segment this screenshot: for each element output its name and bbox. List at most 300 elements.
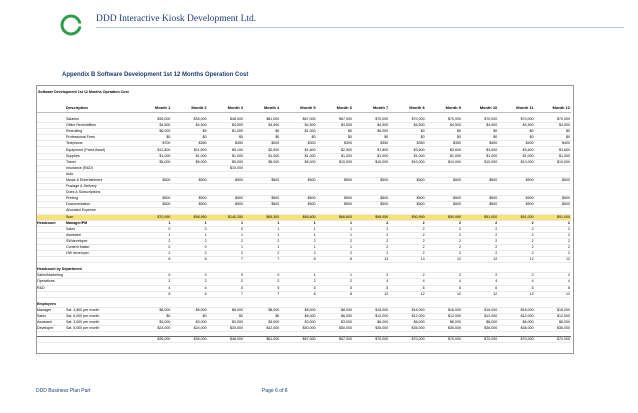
table-cell: $350 — [171, 141, 207, 147]
table-cell: 0 — [171, 244, 207, 250]
row-label: Sal: 3,000 per month — [65, 320, 135, 326]
table-cell: $10,000 — [208, 165, 244, 171]
table-cell: 4 — [171, 285, 207, 291]
table-cell: 6 — [498, 285, 534, 291]
table-cell: $3,000 — [208, 320, 244, 326]
table-cell: $2,500 — [244, 147, 280, 153]
table-cell: 12 — [462, 257, 498, 263]
table-cell: $500 — [244, 202, 280, 208]
table-cell: 4 — [498, 279, 534, 285]
row-label: Sal: 4,800 per month — [65, 307, 135, 313]
table-cell: $70,000 — [498, 117, 534, 123]
column-header-description: Description — [65, 103, 135, 113]
table-cell: $500 — [280, 177, 316, 183]
table-cell: $67,000 — [317, 337, 353, 343]
table-cell: $2,500 — [317, 147, 353, 153]
table-cell: $91,000 — [498, 214, 534, 220]
table-cell: $1,600 — [280, 147, 316, 153]
row-section-cell: Sales/Marketing — [37, 273, 65, 279]
table-cell: 4 — [353, 279, 389, 285]
table-cell: 2 — [244, 279, 280, 285]
table-cell: $1,000 — [280, 129, 316, 135]
header-blank — [37, 103, 65, 113]
table-cell: $5,000 — [280, 159, 316, 165]
table-cell: $4,500 — [353, 123, 389, 129]
table-cell: 1 — [317, 226, 353, 232]
table-cell: $500 — [389, 202, 425, 208]
table-cell: $1,000 — [317, 153, 353, 159]
table-cell: $0 — [389, 129, 425, 135]
table-cell: $24,000 — [171, 326, 207, 332]
table-cell: $350 — [426, 141, 462, 147]
table-cell: 2 — [244, 251, 280, 257]
table-cell: $500 — [208, 196, 244, 202]
table-cell: $10,000 — [535, 159, 571, 165]
table-cell: 6 — [535, 285, 571, 291]
table-cell: 0 — [208, 226, 244, 232]
column-header-month: Month 8 — [389, 103, 425, 113]
table-cell: 1 — [317, 273, 353, 279]
table-cell: 2 — [353, 232, 389, 238]
table-cell: 2 — [280, 238, 316, 244]
table-cell: 12 — [535, 257, 571, 263]
table-cell: $500 — [317, 177, 353, 183]
table-cell: $16,000 — [535, 307, 571, 313]
table-cell: $500 — [135, 177, 171, 183]
table-cell: $0 — [208, 135, 244, 141]
table-cell: $500 — [171, 202, 207, 208]
table-cell: $90,990 — [389, 214, 425, 220]
table-cell: 2 — [353, 244, 389, 250]
column-header-month: Month 12 — [535, 103, 571, 113]
table-cell: 2 — [535, 273, 571, 279]
table-cell: $1,000 — [135, 153, 171, 159]
table-cell: 2 — [208, 238, 244, 244]
table-cell: $0 — [498, 129, 534, 135]
table-cell: $8,000 — [280, 307, 316, 313]
table-cell: $300 — [280, 141, 316, 147]
table-cell: $8,000 — [135, 307, 171, 313]
row-label — [65, 337, 135, 343]
table-cell: $6,000 — [498, 320, 534, 326]
table-cell: $11,800 — [171, 147, 207, 153]
table-cell: $500 — [389, 177, 425, 183]
row-section-cell: R&D — [37, 285, 65, 291]
table-cell: $48,000 — [208, 117, 244, 123]
row-section-cell: Operations — [37, 279, 65, 285]
table-cell: 1 — [244, 232, 280, 238]
table-cell: $6,000 — [426, 320, 462, 326]
table-cell: $70,000 — [426, 117, 462, 123]
table-cell: $500 — [462, 202, 498, 208]
table-cell: $12,000 — [498, 313, 534, 319]
table-cell: $6,000 — [317, 313, 353, 319]
table-cell: $500 — [171, 196, 207, 202]
row-label: Salaries — [65, 117, 135, 123]
table-cell: $0 — [244, 313, 280, 319]
table-cell: $67,000 — [280, 117, 316, 123]
table-cell: 2 — [353, 220, 389, 226]
table-cell: $500 — [135, 196, 171, 202]
column-header-month: Month 10 — [462, 103, 498, 113]
table-cell: 2 — [353, 238, 389, 244]
row-section-cell — [37, 337, 65, 343]
table-cell: $1,000 — [353, 153, 389, 159]
table-cell: 6 — [135, 257, 171, 263]
table-cell: $5,000 — [244, 159, 280, 165]
table-cell: $70,000 — [389, 117, 425, 123]
table-cell: $35,000 — [171, 117, 207, 123]
table-cell: 2 — [353, 226, 389, 232]
table-cell: 12 — [426, 257, 462, 263]
table-cell: $12,800 — [135, 147, 171, 153]
table-cell: $1,000 — [171, 153, 207, 159]
table-cell: 1 — [317, 244, 353, 250]
column-header-month: Month 2 — [171, 103, 207, 113]
company-logo — [60, 14, 82, 36]
table-cell: 6 — [426, 285, 462, 291]
table-cell: $500 — [426, 202, 462, 208]
table-cell: $4,500 — [280, 123, 316, 129]
table-cell: $3,000 — [317, 320, 353, 326]
table-cell: $4,500 — [171, 123, 207, 129]
table-cell: $90,990 — [426, 214, 462, 220]
footer-doc-title: DDD Business Plan Part — [36, 388, 91, 394]
table-cell: 2 — [535, 232, 571, 238]
table-cell: $0 — [317, 129, 353, 135]
row-label: Sales — [65, 226, 135, 232]
table-cell: $4,500 — [535, 123, 571, 129]
row-label: Auto — [65, 171, 135, 177]
table-cell: 2 — [426, 244, 462, 250]
column-header-month: Month 1 — [135, 103, 171, 113]
table-cell: $500 — [535, 202, 571, 208]
table-cell: $0 — [171, 129, 207, 135]
table-cell: 2 — [389, 273, 425, 279]
row-label: Equipment (Fixed Asset) — [65, 147, 135, 153]
table-cell: 4 — [535, 279, 571, 285]
table-cell: 2 — [462, 232, 498, 238]
table-cell: $500 — [498, 202, 534, 208]
table-cell: $0 — [171, 135, 207, 141]
table-cell: $67,000 — [280, 337, 316, 343]
table-cell: $16,000 — [353, 307, 389, 313]
table-cell: 5 — [317, 285, 353, 291]
table-cell: 12 — [535, 291, 571, 297]
table-cell: $1,000 — [498, 153, 534, 159]
table-cell: 0 — [244, 273, 280, 279]
table-cell: 0 — [135, 244, 171, 250]
table-cell: $500 — [317, 196, 353, 202]
table-cell: 0 — [171, 226, 207, 232]
table-cell: $500 — [280, 196, 316, 202]
table-cell: $350 — [353, 141, 389, 147]
table-cell: 2 — [317, 251, 353, 257]
table-cell: 13 — [389, 257, 425, 263]
table-cell: 1 — [244, 220, 280, 226]
table-cell: 1 — [208, 232, 244, 238]
table-cell: 2 — [426, 226, 462, 232]
table-cell: $66,600 — [317, 214, 353, 220]
table-cell: $300 — [317, 141, 353, 147]
row-label: Office Rent/utilities — [65, 123, 135, 129]
table-cell: $1,000 — [462, 153, 498, 159]
table-cell: $70,000 — [389, 337, 425, 343]
row-section-cell: Headcount — [37, 220, 65, 226]
table-cell: 2 — [389, 238, 425, 244]
table-cell: $70,000 — [535, 117, 571, 123]
table-cell: 2 — [462, 220, 498, 226]
table-cell: 2 — [208, 279, 244, 285]
table-cell: 4 — [135, 285, 171, 291]
table-cell: 4 — [462, 279, 498, 285]
table-cell: 2 — [171, 238, 207, 244]
table-cell: $70,000 — [535, 337, 571, 343]
table-cell: $400 — [498, 141, 534, 147]
table-cell: 2 — [498, 251, 534, 257]
row-label: Allocated Expense — [65, 208, 135, 214]
table-cell: $500 — [462, 196, 498, 202]
table-cell: 12 — [426, 291, 462, 297]
table-cell: $12,000 — [353, 313, 389, 319]
table-cell: 1 — [317, 232, 353, 238]
row-label: Travel — [65, 159, 135, 165]
table-cell: $1,000 — [535, 153, 571, 159]
table-cell: $67,000 — [317, 117, 353, 123]
row-section-cell: Assistant — [37, 320, 65, 326]
table-cell: $6,000 — [535, 320, 571, 326]
table-cell: $48,000 — [208, 337, 244, 343]
table-cell: $3,000 — [171, 320, 207, 326]
table-cell: 12 — [498, 291, 534, 297]
table-cell: 8 — [317, 257, 353, 263]
table-cell: 5 — [280, 285, 316, 291]
table-cell: 1 — [317, 220, 353, 226]
cost-table — [37, 103, 571, 343]
table-cell: 0 — [135, 273, 171, 279]
table-cell: $400 — [462, 141, 498, 147]
table-cell: 2 — [535, 251, 571, 257]
table-cell: $500 — [208, 202, 244, 208]
table-cell: 2 — [317, 279, 353, 285]
table-cell: $200 — [244, 141, 280, 147]
table-cell: $1,000 — [280, 153, 316, 159]
row-label: Professional Fees — [65, 135, 135, 141]
table-cell: $24,000 — [135, 326, 171, 332]
table-cell: $7,800 — [353, 147, 389, 153]
table-cell: 4 — [426, 279, 462, 285]
table-cell: 1 — [208, 220, 244, 226]
table-cell: $3,000 — [244, 320, 280, 326]
table-cell: 2 — [498, 238, 534, 244]
table-cell: 1 — [280, 244, 316, 250]
table-cell: 7 — [244, 291, 280, 297]
table-cell: $350 — [389, 141, 425, 147]
row-section-cell: Developer — [37, 326, 65, 332]
table-cell: 13 — [353, 257, 389, 263]
table-cell: $10,000 — [317, 159, 353, 165]
column-header-month: Month 7 — [353, 103, 389, 113]
table-cell: $10,000 — [498, 159, 534, 165]
table-cell: $4,500 — [208, 123, 244, 129]
employees-total-row — [37, 337, 571, 343]
table-cell: $0 — [244, 129, 280, 135]
row-label: Supplies — [65, 153, 135, 159]
table-cell: $16,000 — [462, 307, 498, 313]
table-cell: $3,600 — [535, 147, 571, 153]
table-cell: $500 — [244, 177, 280, 183]
table-cell: $0 — [280, 135, 316, 141]
table-cell: $36,000 — [462, 326, 498, 332]
table-cell: $16,000 — [389, 307, 425, 313]
table-cell: 12 — [498, 257, 534, 263]
table-cell: 2 — [244, 238, 280, 244]
column-header-month: Month 3 — [208, 103, 244, 113]
table-cell: $0 — [535, 135, 571, 141]
table-cell: 2 — [353, 251, 389, 257]
table-cell: $500 — [244, 196, 280, 202]
header-divider — [96, 27, 624, 28]
section-title: Headcount by Department — [37, 267, 82, 272]
table-cell: $500 — [498, 196, 534, 202]
table-cell: 2 — [498, 226, 534, 232]
row-label: Telephone — [65, 141, 135, 147]
table-cell: 2 — [535, 238, 571, 244]
table-cell: 2 — [135, 251, 171, 257]
column-header-month: Month 9 — [426, 103, 462, 113]
table-cell: $30,000 — [208, 326, 244, 332]
table-cell: $4,500 — [462, 123, 498, 129]
table-cell: 6 — [353, 285, 389, 291]
table-cell: 2 — [389, 232, 425, 238]
table-cell: 8 — [280, 257, 316, 263]
section-title: Employees — [37, 302, 65, 308]
table-cell: 12 — [462, 291, 498, 297]
table-cell: $6,000 — [353, 129, 389, 135]
table-cell: $35,000 — [171, 337, 207, 343]
table-cell: 2 — [426, 251, 462, 257]
column-header-month: Month 4 — [244, 103, 280, 113]
row-label: Dues & Subscriptions — [65, 190, 135, 196]
row-label: Sum — [65, 214, 135, 220]
table-cell: $1,000 — [426, 153, 462, 159]
table-cell: 2 — [389, 220, 425, 226]
table-cell: 2 — [171, 279, 207, 285]
table-cell: $8,000 — [171, 307, 207, 313]
table-cell: $5,000 — [135, 159, 171, 165]
table-cell: 6 — [389, 285, 425, 291]
table-cell: $0 — [317, 135, 353, 141]
table-cell: $10,000 — [426, 159, 462, 165]
column-header-month: Month 5 — [280, 103, 316, 113]
table-cell: $3,600 — [498, 147, 534, 153]
table-cell: 2 — [280, 279, 316, 285]
table-cell: $10,000 — [353, 159, 389, 165]
table-cell: 5 — [244, 285, 280, 291]
table-cell: $3,600 — [426, 147, 462, 153]
table-cell: $500 — [135, 202, 171, 208]
table-cell: $4,500 — [498, 123, 534, 129]
table-cell: $70,990 — [135, 214, 171, 220]
table-cell: $6,000 — [135, 129, 171, 135]
table-cell: 7 — [208, 257, 244, 263]
table-cell: 12 — [353, 291, 389, 297]
table-cell: 1 — [244, 226, 280, 232]
table-cell: $1,000 — [389, 153, 425, 159]
table-cell: $70,000 — [353, 337, 389, 343]
table-cell: 2 — [462, 226, 498, 232]
row-label: HW developer — [65, 251, 135, 257]
table-cell: $61,000 — [244, 117, 280, 123]
table-cell: 2 — [389, 226, 425, 232]
table-cell: 2 — [498, 220, 534, 226]
table-cell: 2 — [171, 251, 207, 257]
table-cell: $500 — [426, 196, 462, 202]
table-cell: $6,000 — [280, 313, 316, 319]
row-label: Manager/PM — [65, 220, 135, 226]
table-cell: $500 — [426, 177, 462, 183]
table-cell: $0 — [462, 135, 498, 141]
table-cell: 2 — [280, 251, 316, 257]
table-cell: $0 — [135, 135, 171, 141]
table-cell: 1 — [280, 220, 316, 226]
table-cell: 2 — [462, 273, 498, 279]
table-cell: $1,000 — [244, 153, 280, 159]
table-cell: $10,000 — [462, 159, 498, 165]
table-cell: 2 — [353, 273, 389, 279]
table-cell: $61,000 — [244, 337, 280, 343]
row-label: Content Maker — [65, 244, 135, 250]
table-cell: $500 — [280, 202, 316, 208]
table-cell: $4,500 — [135, 123, 171, 129]
table-cell: 2 — [135, 279, 171, 285]
row-label: Printing — [65, 196, 135, 202]
table-cell: $0 — [498, 135, 534, 141]
table-cell: $1,000 — [208, 129, 244, 135]
row-section-cell: Manager — [37, 307, 65, 313]
table-cell: $6,000 — [462, 320, 498, 326]
table-cell: 8 — [317, 291, 353, 297]
table-cell: $4,500 — [317, 123, 353, 129]
table-cell: 2 — [462, 251, 498, 257]
table-cell: $3,600 — [389, 147, 425, 153]
table-cell: $500 — [535, 177, 571, 183]
table-cell: $50,000 — [317, 326, 353, 332]
table-cell: $0 — [426, 129, 462, 135]
row-label: Recruiting — [65, 129, 135, 135]
table-cell: 1 — [280, 226, 316, 232]
table-cell: $70,000 — [426, 337, 462, 343]
column-header-month: Month 11 — [498, 103, 534, 113]
table-cell: $0 — [171, 313, 207, 319]
table-cell: 2 — [135, 238, 171, 244]
table-cell: $36,000 — [535, 326, 571, 332]
table-cell: 2 — [426, 232, 462, 238]
table-cell: $70,000 — [498, 337, 534, 343]
table-cell: $0 — [389, 135, 425, 141]
table-cell: $500 — [317, 202, 353, 208]
table-cell: 4 — [389, 279, 425, 285]
table-cell: $500 — [462, 177, 498, 183]
table-cell: 6 — [135, 291, 171, 297]
table-cell: 1 — [244, 244, 280, 250]
table-cell: $70,000 — [353, 117, 389, 123]
row-label: Documentation — [65, 202, 135, 208]
column-header-row — [37, 103, 571, 113]
table-cell: $4,500 — [426, 123, 462, 129]
table-cell: $140,350 — [208, 214, 244, 220]
table-cell: $0 — [535, 129, 571, 135]
